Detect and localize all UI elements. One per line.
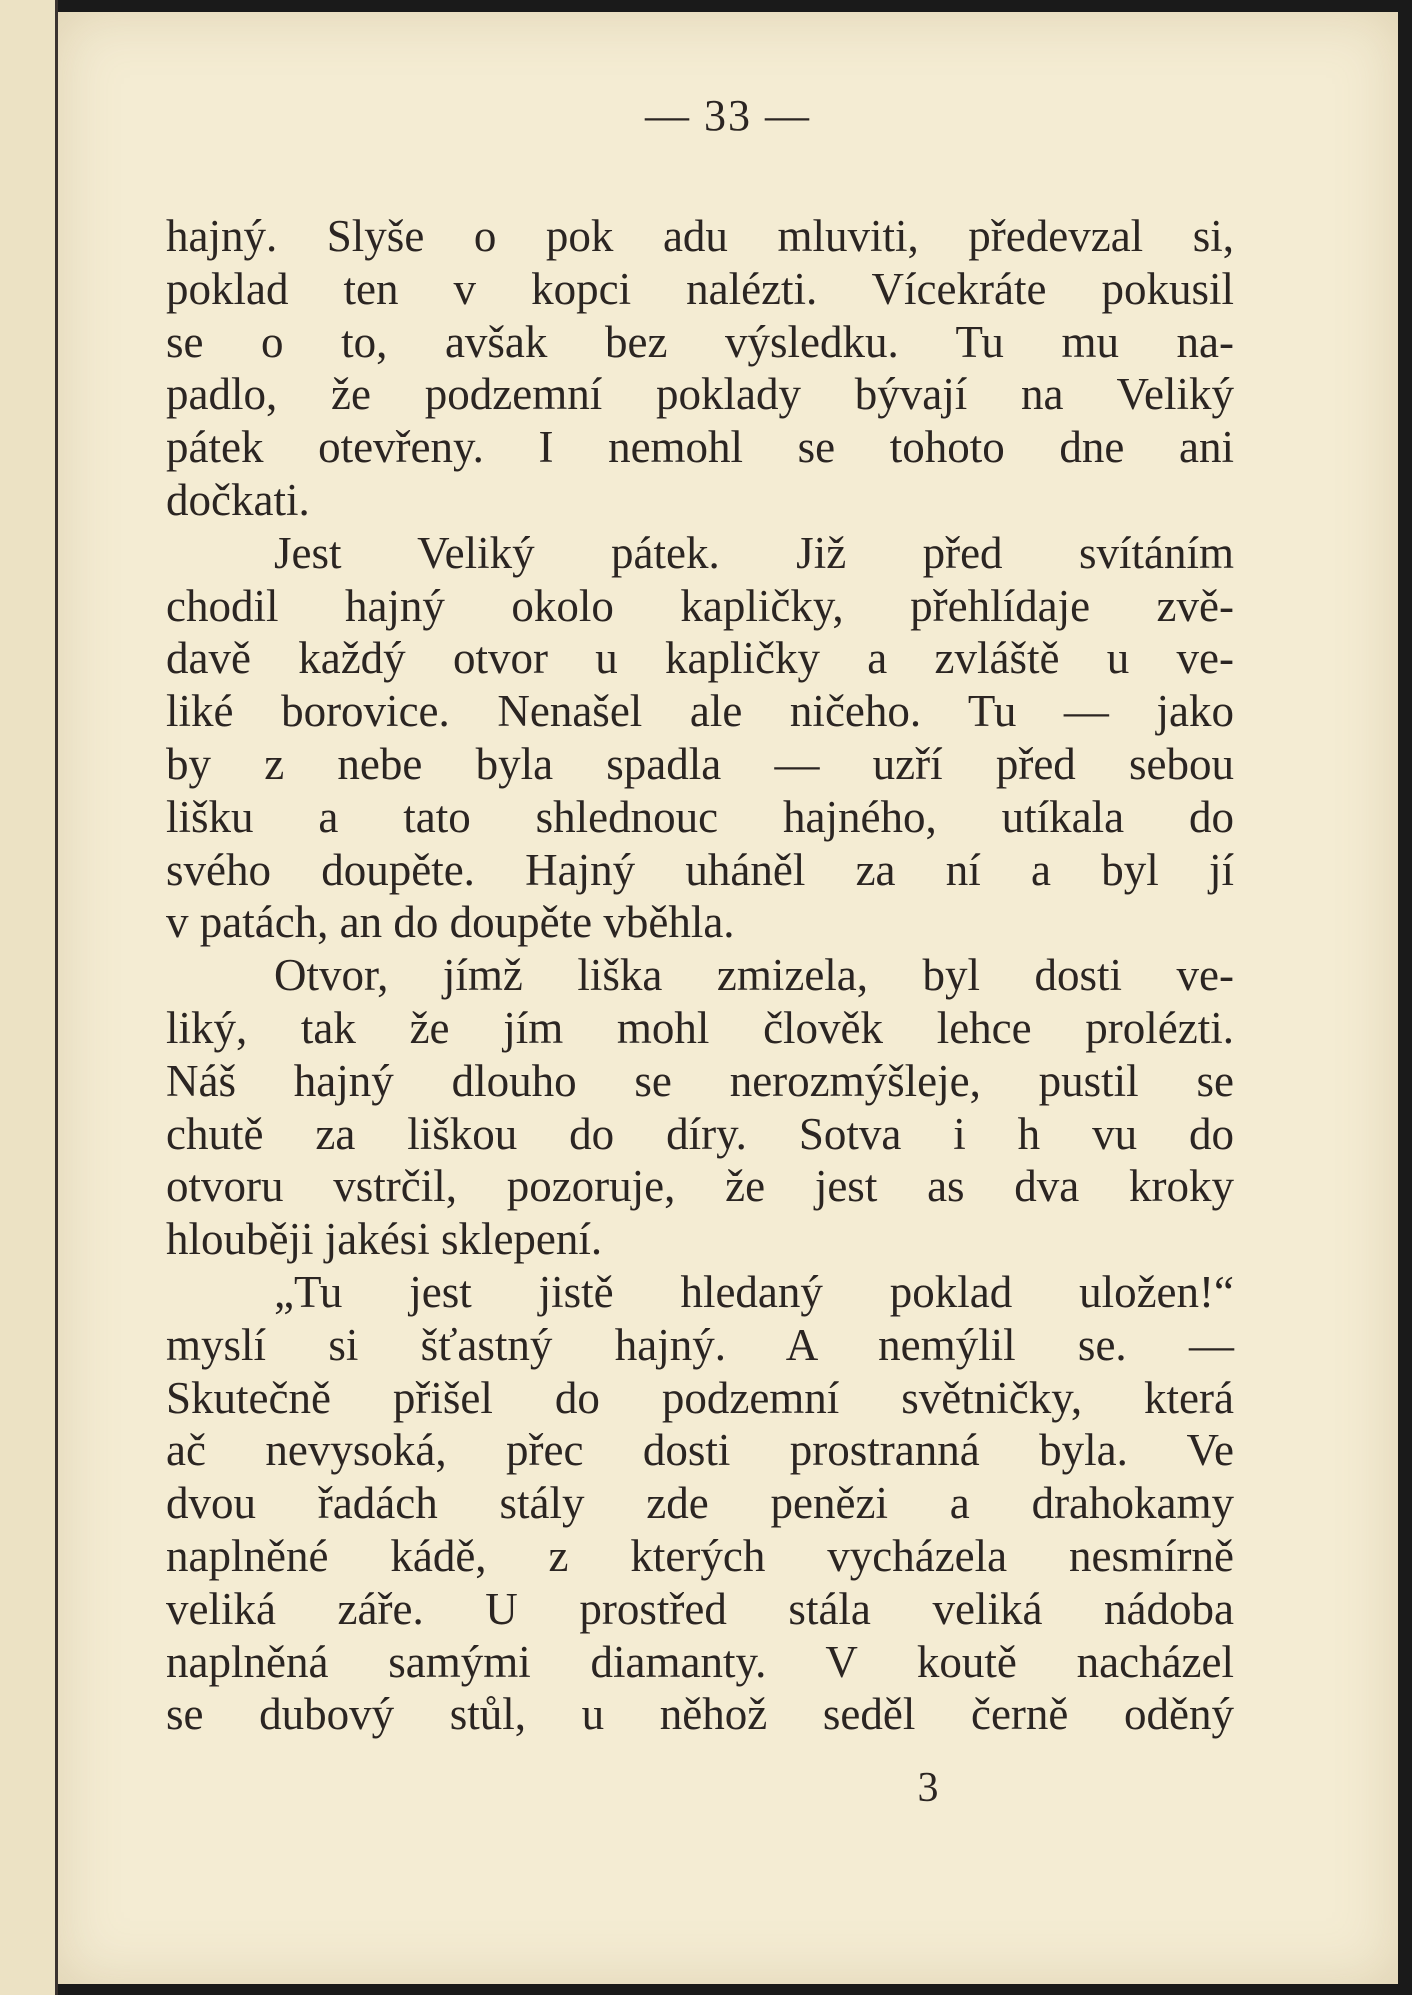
text-line: svého doupěte. Hajný uháněl za ní a byl jí: [166, 844, 1234, 895]
text-line: dvou řadách stály zde penězi a drahokamy: [166, 1478, 1234, 1529]
text-line: Otvor, jímž liška zmizela, byl dosti ve-: [274, 950, 1234, 1001]
binding-edge: [0, 0, 58, 1995]
text-line: lišku a tato shlednouc hajného, utíkala do: [166, 791, 1234, 842]
text-line: hajný. Slyše o pok adu mluviti, předevzal si,: [166, 211, 1234, 261]
signature-mark-text: 3: [917, 1765, 939, 1811]
text-line: se o to, avšak bez výsledku. Tu mu na-: [166, 316, 1234, 367]
text-line: se dubový stůl, u něhož seděl černě oděný: [166, 1689, 1234, 1740]
text-line: v patách, an do doupěte vběhla.: [166, 897, 735, 948]
text-line: „Tu jest jistě hledaný poklad uložen!“: [274, 1266, 1234, 1317]
text-line: Jest Veliký pátek. Již před svítáním: [274, 527, 1234, 578]
text-line: poklad ten v kopci nalézti. Vícekráte pokusil: [166, 263, 1234, 314]
signature-mark: [58, 1764, 1398, 1812]
text-line: dočkati.: [166, 474, 310, 525]
text-line: naplněné kádě, z kterých vycházela nesmírně: [166, 1530, 1234, 1581]
page-number: — 33 —: [645, 91, 811, 140]
text-line: liký, tak že jím mohl člověk lehce prolézti.: [166, 1002, 1234, 1053]
text-line: liké borovice. Nenašel ale ničeho. Tu — jako: [166, 686, 1234, 737]
text-line: hlouběji jakési sklepení.: [166, 1214, 603, 1265]
text-line: otvoru vstrčil, pozoruje, že jest as dva kroky: [166, 1161, 1234, 1212]
text-line: Skutečně přišel do podzemní světničky, která: [166, 1372, 1234, 1423]
text-line: myslí si šťastný hajný. A nemýlil se. —: [166, 1319, 1234, 1370]
text-line: davě každý otvor u kapličky a zvláště u ve-: [166, 633, 1234, 684]
text-line: veliká záře. U prostřed stála veliká nádoba: [166, 1583, 1234, 1634]
book-page: [58, 12, 1398, 1984]
text-line: Náš hajný dlouho se nerozmýšleje, pustil se: [166, 1055, 1234, 1106]
body-text: [166, 210, 1234, 1741]
text-line: pátek otevřeny. I nemohl se tohoto dne ani: [166, 422, 1234, 473]
text-line: naplněná samými diamanty. V koutě nacházel: [166, 1636, 1234, 1687]
text-line: by z nebe byla spadla — uzří před sebou: [166, 738, 1234, 789]
text-line: ač nevysoká, přec dosti prostranná byla. Ve: [166, 1425, 1234, 1476]
text-line: chutě za liškou do díry. Sotva i h vu do: [166, 1108, 1234, 1159]
text-line: chodil hajný okolo kapličky, přehlídaje zvě-: [166, 580, 1234, 631]
text-line: padlo, že podzemní poklady bývají na Veliký: [166, 369, 1234, 420]
